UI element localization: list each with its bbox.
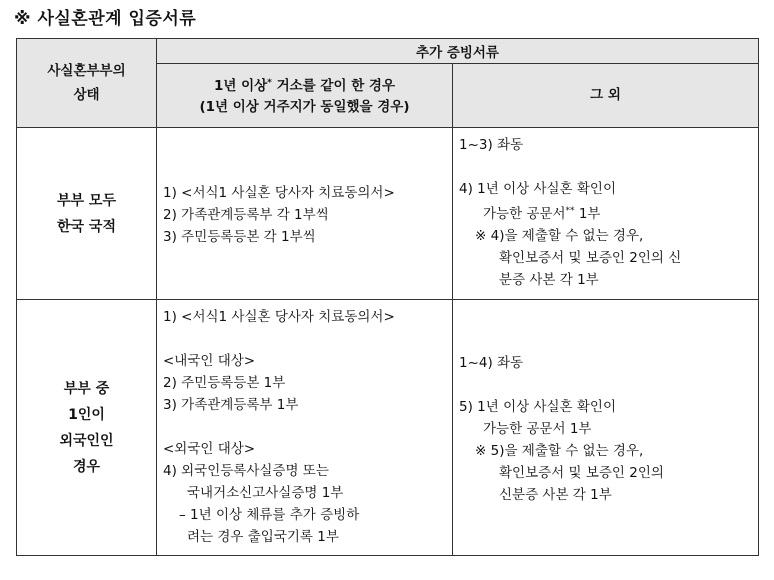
note-line: 신분증 사본 각 1부 — [499, 486, 612, 503]
group-header-domestic: <내국인 대상> — [163, 353, 256, 369]
list-item: 2) 가족관계등록부 각 1부씩 — [163, 206, 329, 223]
page-title: ※ 사실혼관계 입증서류 — [14, 9, 197, 29]
note-line: 확인보증서 및 보증인 2인의 — [499, 464, 664, 481]
group-header-foreign: <외국인 대상> — [163, 441, 256, 457]
list-item-continued: 가능한 공문서** 1부 — [483, 206, 601, 222]
evidence-table — [16, 38, 759, 556]
row1-other-docs — [453, 128, 759, 300]
list-item: 4) 1년 이상 사실혼 확인이 — [459, 181, 616, 197]
list-item: 3) 주민등록등본 각 1부씩 — [163, 228, 316, 245]
row2-cohabitation-docs — [157, 300, 453, 556]
list-item: 1) <서식1 사실혼 당사자 치료동의서> — [163, 184, 395, 201]
row2-other-docs — [453, 300, 759, 556]
row1-cohabitation-docs — [157, 128, 453, 300]
header-other: 그 외 — [453, 64, 759, 128]
header-cohabitation — [157, 64, 453, 128]
header-cohabitation-line1: 1년 이상* 거소를 같이 한 경우 — [213, 78, 396, 95]
list-item: 3) 가족관계등록부 1부 — [163, 397, 299, 413]
dash-line: 려는 경우 출입국기록 1부 — [187, 529, 339, 545]
note-line: ※ 5)을 제출할 수 없는 경우, — [475, 442, 644, 459]
note-line: ※ 4)을 제출할 수 없는 경우, — [475, 228, 644, 244]
note-line: 확인보증서 및 보증인 2인의 신 — [499, 250, 682, 266]
list-item-continued: 국내거소신고사실증명 1부 — [187, 485, 344, 501]
list-item: 4) 외국인등록사실증명 또는 — [163, 463, 329, 479]
list-item: 1~3) 좌동 — [459, 137, 524, 153]
row-label-one-foreign: 부부 중 1인이 외국인인 경우 — [17, 300, 157, 556]
header-state — [17, 39, 157, 128]
header-cohabitation-line2: (1년 이상 거주지가 동일했을 경우) — [199, 99, 410, 116]
header-additional: 추가 증빙서류 — [157, 39, 759, 64]
row-label-both-korean: 부부 모두 한국 국적 — [17, 128, 157, 300]
list-item: 2) 주민등록등본 1부 — [163, 375, 286, 391]
list-item: 1~4) 좌동 — [459, 354, 524, 371]
note-line: 분증 사본 각 1부 — [499, 272, 599, 288]
dash-line: – 1년 이상 체류를 추가 증빙하 — [179, 507, 360, 523]
list-item-continued: 가능한 공문서 1부 — [483, 420, 592, 437]
header-state-label: 사실혼부부의 상태 — [47, 63, 126, 103]
list-item: 1) <서식1 사실혼 당사자 치료동의서> — [163, 309, 395, 325]
list-item: 5) 1년 이상 사실혼 확인이 — [459, 398, 616, 415]
